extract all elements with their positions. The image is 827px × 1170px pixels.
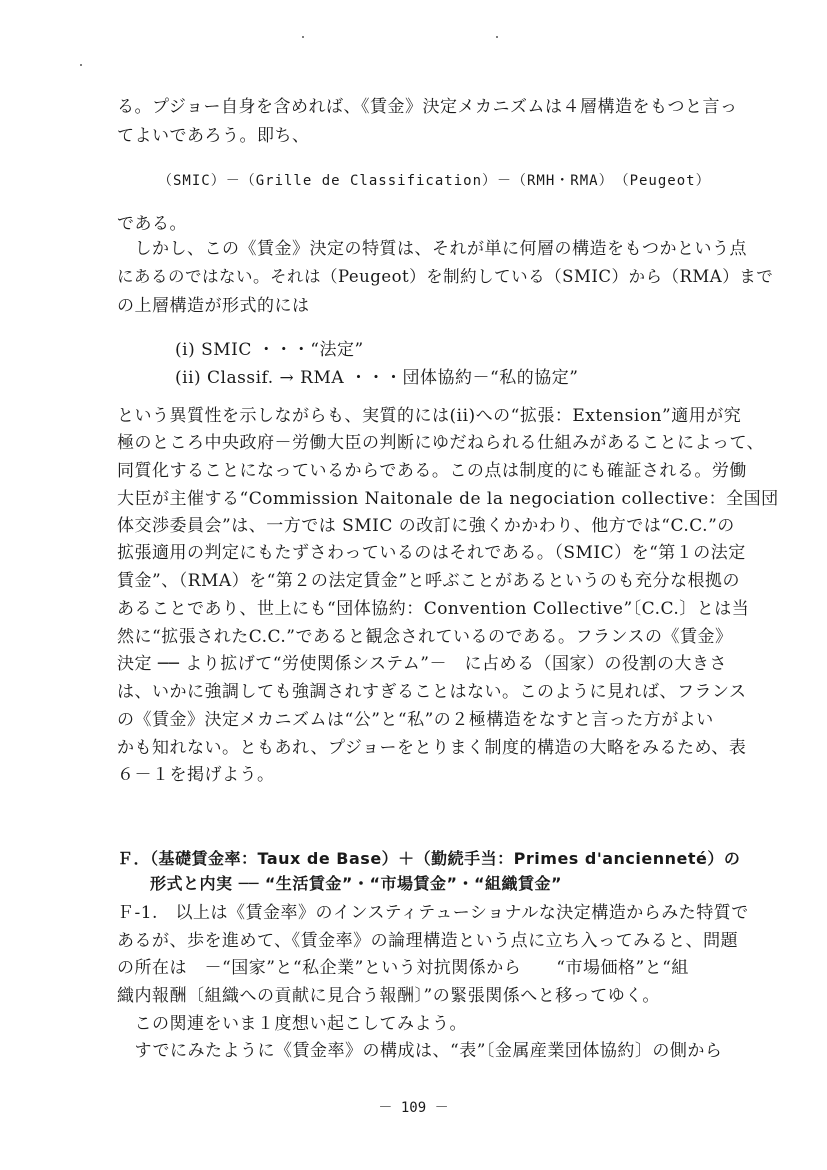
paragraph-f1-line-6: すでにみたように《賃金率》の構成は、“表”〔金属産業団体協約〕の側から [117, 1041, 723, 1061]
paragraph-3-line-10: 決定 ── より拡げて“労使関係システム”－ に占める（国家）の役割の大きさ [117, 654, 727, 674]
paragraph-3-line-14: ６－１を掲げよう。 [117, 765, 275, 785]
list-item-classif: (ii) Classif. → RMA ・・・団体協約－“私的協定” [175, 368, 579, 388]
paragraph-3-line-12: の《賃金》決定メカニズムは“公”と“私”の２極構造をなすと言った方がよい [117, 710, 714, 730]
paragraph-2-line-3: にあるのではない。それは（Peugeot）を制約している（SMIC）から（RMA）まで [117, 267, 774, 286]
paragraph-2-line-2: しかし、この《賃金》決定の特質は、それが単に何層の構造をもつかという点 [117, 239, 747, 259]
page-number: － 109 － [378, 1100, 449, 1116]
section-heading-line-1: Ｆ．（基礎賃金率：Taux de Base）＋（勤続手当：Primes d'ancienneté）の [117, 849, 741, 868]
paragraph-3-line-8: あることであり、世上にも“団体協約：Convention Collective”〔C.C.〕とは当 [117, 599, 750, 619]
paragraph-2-line-1: である。 [117, 214, 187, 234]
scan-speck [302, 36, 304, 38]
paragraph-3-line-2: 極のところ中央政府－労働大臣の判断にゆだねられる仕組みがあることによって、 [117, 433, 765, 453]
paragraph-3-line-4: 大臣が主催する“Commission Naitonale de la negociation collective：全国団 [117, 489, 779, 509]
scan-speck [80, 64, 82, 66]
scan-speck [496, 36, 498, 38]
paragraph-3-line-5: 体交渉委員会”は、一方では SMIC の改訂に強くかかわり、他方では“C.C.”の [117, 516, 735, 536]
paragraph-f1-line-4: 織内報酬〔組織への貢献に見合う報酬〕”の緊張関係へと移ってゆく。 [117, 986, 660, 1006]
paragraph-3-line-11: は、いかに強調しても強調されすぎることはない。このように見れば、フランス [117, 682, 747, 702]
paragraph-2-line-4: の上層構造が形式的には [117, 296, 310, 316]
structure-formula: （SMIC）－（Grille de Classification）－（RMH・RMA） （Peugeot） [158, 173, 711, 189]
paragraph-3-line-1: という異質性を示しながらも、実質的には(ii)への“拡張：Extension”適用が究 [117, 406, 742, 426]
paragraph-3-line-7: 賃金”、（RMA）を“第２の法定賃金”と呼ぶことがあるというのも充分な根拠の [117, 571, 741, 591]
paragraph-3-line-3: 同質化することになっているからである。この点は制度的にも確証される。労働 [117, 461, 747, 481]
paragraph-3-line-9: 然に“拡張されたC.C.”であると観念されているのである。フランスの《賃金》 [117, 627, 733, 647]
list-item-smic: (i) SMIC ・・・“法定” [175, 340, 364, 360]
paragraph-f1-line-5: この関連をいま１度想い起こしてみよう。 [117, 1014, 467, 1034]
paragraph-3-line-6: 拡張適用の判定にもたずさわっているのはそれである。（SMIC）を“第１の法定 [117, 543, 746, 563]
paragraph-3-line-13: かも知れない。ともあれ、プジョーをとりまく制度的構造の大略をみるため、表 [117, 738, 747, 758]
intro-line-1: る。プジョー自身を含めれば、《賃金》決定メカニズムは４層構造をもつと言っ [117, 97, 738, 117]
section-heading-line-2: 形式と内実 ── “生活賃金”・“市場賃金”・“組織賃金” [117, 874, 563, 893]
intro-line-2: てよいであろう。即ち、 [117, 126, 310, 146]
paragraph-f1-line-2: あるが、歩を進めて、《賃金率》の論理構造という点に立ち入ってみると、問題 [117, 931, 739, 951]
paragraph-f1-line-1: Ｆ-1. 以上は《賃金率》のインスティテューショナルな決定構造からみた特質で [117, 903, 749, 923]
paragraph-f1-line-3: の所在は －“国家”と“私企業”という対抗関係から “市場価格”と“組 [117, 958, 689, 978]
